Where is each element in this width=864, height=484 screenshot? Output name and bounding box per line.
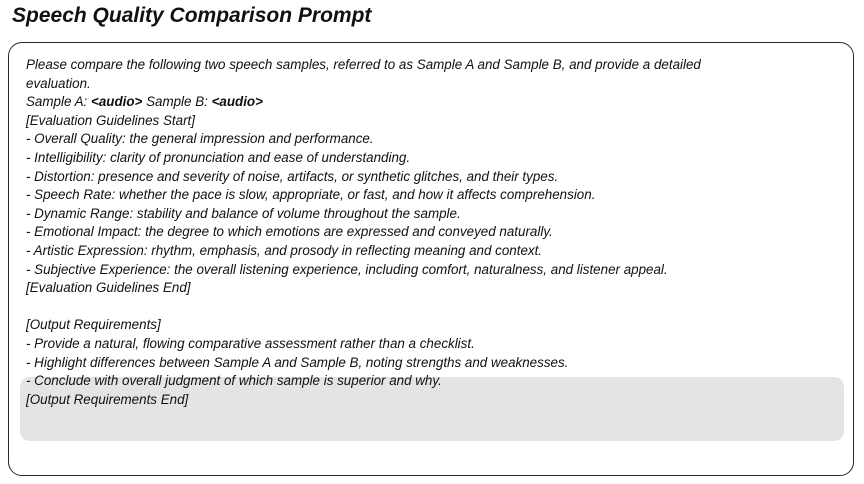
- output-requirement-item: - Highlight differences between Sample A and Sample B, noting strengths and weaknesses.: [26, 354, 569, 370]
- guidelines-end: [Evaluation Guidelines End]: [26, 280, 191, 296]
- output-requirement-item: - Provide a natural, flowing comparative assessment rather than a checklist.: [26, 335, 475, 351]
- guidelines-start: [Evaluation Guidelines Start]: [26, 112, 195, 128]
- output-requirement-item: - Conclude with overall judgment of which sample is superior and why.: [26, 373, 442, 389]
- intro-line-1: Please compare the following two speech samples, referred to as Sample A and Sample B, and provide a detailed: [26, 57, 701, 72]
- guideline-item: - Emotional Impact: the degree to which emotions are expressed and conveyed naturally.: [26, 224, 553, 240]
- prompt-content: [26, 56, 846, 409]
- spacer: [26, 298, 846, 317]
- sample-b-audio-tag: <audio>: [211, 94, 263, 110]
- guideline-item: - Overall Quality: the general impression and performance.: [26, 131, 374, 147]
- intro-line-2: evaluation.: [26, 75, 91, 91]
- page-title: Speech Quality Comparison Prompt: [12, 4, 372, 27]
- output-requirements-start: [Output Requirements]: [26, 317, 161, 333]
- guideline-item: - Intelligibility: clarity of pronunciation and ease of understanding.: [26, 149, 411, 165]
- samples-line: [26, 93, 846, 112]
- guideline-item: - Speech Rate: whether the pace is slow, appropriate, or fast, and how it affects comprehension.: [26, 187, 596, 203]
- guideline-item: - Artistic Expression: rhythm, emphasis, and prosody in reflecting meaning and context.: [26, 242, 543, 258]
- sample-a-label: Sample A:: [26, 94, 91, 110]
- sample-b-label: Sample B:: [142, 94, 212, 110]
- guideline-item: - Distortion: presence and severity of noise, artifacts, or synthetic glitches, and their types.: [26, 168, 559, 184]
- guideline-item: - Subjective Experience: the overall listening experience, including comfort, naturalness, and listener appeal.: [26, 261, 668, 277]
- guideline-item: - Dynamic Range: stability and balance of volume throughout the sample.: [26, 205, 461, 221]
- sample-a-audio-tag: <audio>: [91, 94, 143, 110]
- output-requirements-end: [Output Requirements End]: [26, 391, 189, 407]
